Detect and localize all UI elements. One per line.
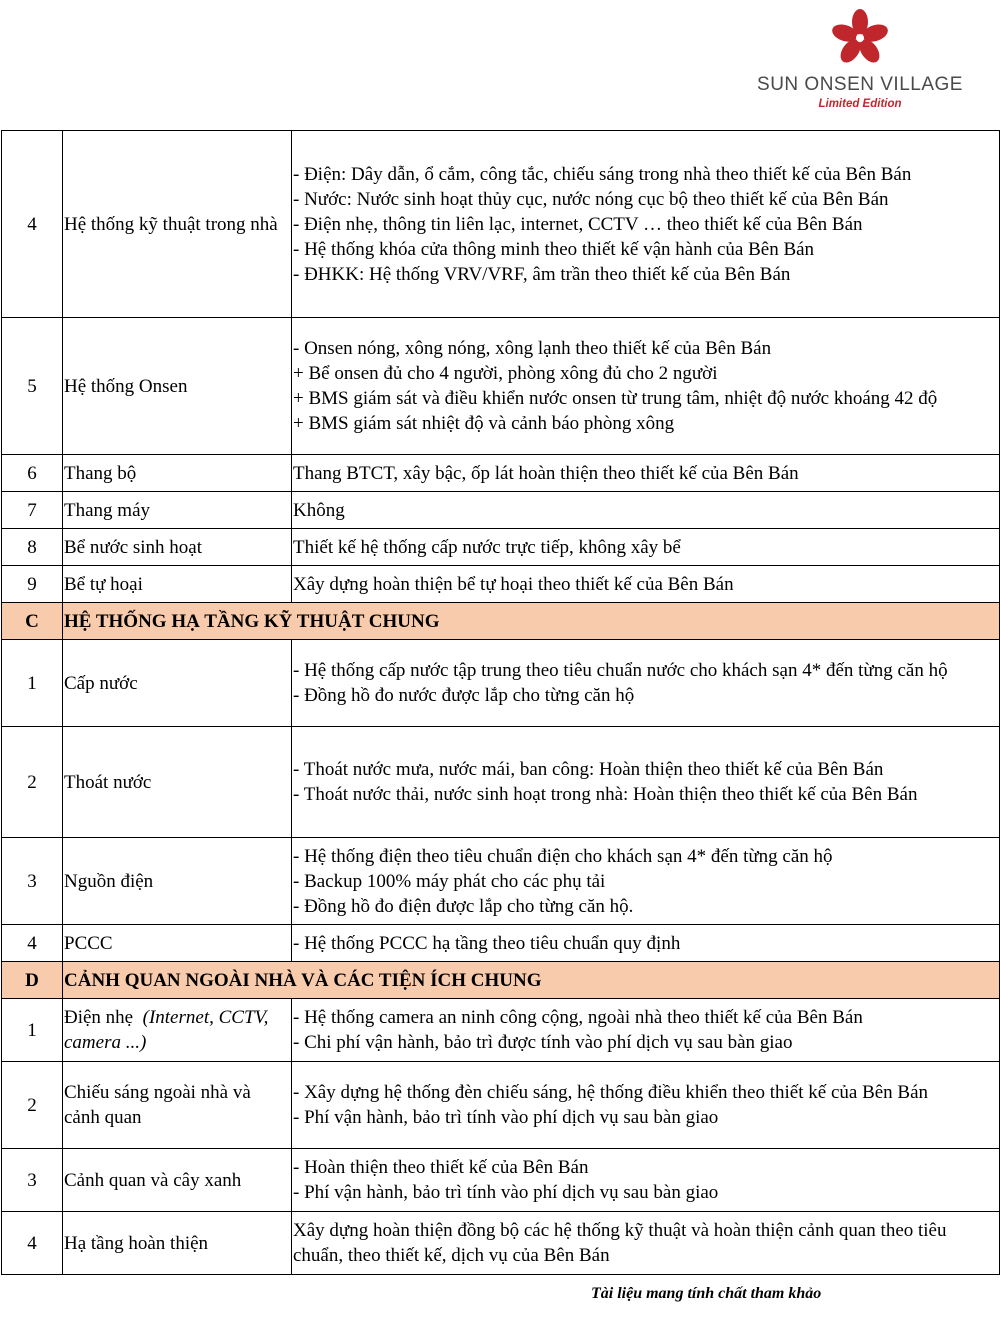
brand-name: SUN ONSEN VILLAGE (757, 74, 963, 95)
table-row (2, 455, 1000, 492)
row-number: 6 (2, 455, 63, 492)
section-header-d (2, 962, 1000, 999)
flower-icon (828, 8, 892, 68)
row-description: Xây dựng hoàn thiện đồng bộ các hệ thống kỹ thuật và hoàn thiện cảnh quan theo tiêu chuẩn, theo thiết kế, dịch vụ của Bên Bán (292, 1212, 1000, 1275)
section-letter: C (2, 603, 63, 640)
row-number: 8 (2, 529, 63, 566)
desc-line: - Nước: Nước sinh hoạt thủy cục, nước nóng cục bộ theo thiết kế của Bên Bán (293, 188, 889, 210)
row-item: Thang máy (63, 492, 292, 529)
row-number: 5 (2, 318, 63, 455)
desc-line: - Hệ thống camera an ninh công cộng, ngoài nhà theo thiết kế của Bên Bán (293, 1007, 863, 1028)
row-description (292, 838, 1000, 925)
item-label: Điện nhẹ (64, 1007, 134, 1028)
row-item (63, 999, 292, 1062)
desc-line: - Phí vận hành, bảo trì tính vào phí dịch vụ sau bàn giao (293, 1182, 719, 1203)
row-number: 4 (2, 131, 63, 318)
row-item: Thoát nước (63, 727, 292, 838)
desc-line: - Đồng hồ đo nước được lắp cho từng căn hộ (293, 685, 635, 706)
row-description: Không (292, 492, 1000, 529)
row-description (292, 1149, 1000, 1212)
row-number: 9 (2, 566, 63, 603)
row-description (292, 727, 1000, 838)
desc-line: - Backup 100% máy phát cho các phụ tải (293, 870, 606, 892)
reference-note: Tài liệu mang tính chất tham khảo (591, 1285, 822, 1302)
desc-line: - Hệ thống điện theo tiêu chuẩn điện cho khách sạn 4* đến từng căn hộ (293, 845, 833, 867)
table-row (2, 640, 1000, 727)
section-title: HỆ THỐNG HẠ TẦNG KỸ THUẬT CHUNG (63, 603, 1000, 640)
table-row (2, 318, 1000, 455)
row-number: 1 (2, 640, 63, 727)
table-row (2, 131, 1000, 318)
row-item: Hệ thống Onsen (63, 318, 292, 455)
desc-line: - Điện nhẹ, thông tin liên lạc, internet, CCTV … theo thiết kế của Bên Bán (293, 213, 863, 235)
table-row (2, 999, 1000, 1062)
brand-logo (745, 8, 975, 108)
row-item: Bể tự hoại (63, 566, 292, 603)
row-number: 1 (2, 999, 63, 1062)
row-number: 4 (2, 925, 63, 962)
section-header-c (2, 603, 1000, 640)
row-item: Hạ tầng hoàn thiện (63, 1212, 292, 1275)
table-row (2, 727, 1000, 838)
desc-line: + BMS giám sát và điều khiển nước onsen từ trung tâm, nhiệt độ nước khoáng 42 độ (293, 388, 938, 409)
row-description: - Hệ thống PCCC hạ tầng theo tiêu chuẩn quy định (292, 925, 1000, 962)
row-number: 4 (2, 1212, 63, 1275)
row-description (292, 1062, 1000, 1149)
table-row (2, 838, 1000, 925)
section-title: CẢNH QUAN NGOÀI NHÀ VÀ CÁC TIỆN ÍCH CHUNG (63, 962, 1000, 999)
specification-table (1, 130, 1000, 1275)
row-item: Hệ thống kỹ thuật trong nhà (63, 131, 292, 318)
table-row (2, 1149, 1000, 1212)
table-row (2, 529, 1000, 566)
row-description: Thang BTCT, xây bậc, ốp lát hoàn thiện theo thiết kế của Bên Bán (292, 455, 1000, 492)
desc-line: - Hoàn thiện theo thiết kế của Bên Bán (293, 1157, 589, 1178)
desc-line: - ĐHKK: Hệ thống VRV/VRF, âm trần theo thiết kế của Bên Bán (293, 263, 791, 285)
brand-edition: Limited Edition (818, 98, 902, 110)
row-number: 2 (2, 1062, 63, 1149)
desc-line: - Chi phí vận hành, bảo trì được tính vào phí dịch vụ sau bàn giao (293, 1032, 793, 1053)
desc-line: - Onsen nóng, xông nóng, xông lạnh theo thiết kế của Bên Bán (293, 338, 772, 359)
desc-line: - Điện: Dây dẫn, ổ cắm, công tắc, chiếu sáng trong nhà theo thiết kế của Bên Bán (293, 163, 912, 185)
row-description: Xây dựng hoàn thiện bể tự hoại theo thiết kế của Bên Bán (292, 566, 1000, 603)
row-item: Cảnh quan và cây xanh (63, 1149, 292, 1212)
table-row (2, 925, 1000, 962)
desc-line: - Hệ thống cấp nước tập trung theo tiêu chuẩn nước cho khách sạn 4* đến từng căn hộ (293, 660, 948, 681)
table-row (2, 566, 1000, 603)
desc-line: - Thoát nước thải, nước sinh hoạt trong nhà: Hoàn thiện theo thiết kế của Bên Bán (293, 784, 918, 805)
row-number: 3 (2, 1149, 63, 1212)
row-number: 2 (2, 727, 63, 838)
desc-line: + BMS giám sát nhiệt độ và cảnh báo phòng xông (293, 413, 675, 434)
row-description (292, 318, 1000, 455)
row-item: PCCC (63, 925, 292, 962)
section-letter: D (2, 962, 63, 999)
table-row (2, 1062, 1000, 1149)
row-number: 7 (2, 492, 63, 529)
row-description (292, 640, 1000, 727)
row-item: Bể nước sinh hoạt (63, 529, 292, 566)
row-item: Nguồn điện (63, 838, 292, 925)
row-item: Chiếu sáng ngoài nhà và cảnh quan (63, 1062, 292, 1149)
row-item: Cấp nước (63, 640, 292, 727)
table-row (2, 492, 1000, 529)
desc-line: - Đồng hồ đo điện được lắp cho từng căn hộ. (293, 895, 634, 917)
desc-line: - Phí vận hành, bảo trì tính vào phí dịch vụ sau bàn giao (293, 1107, 719, 1128)
desc-line: - Hệ thống khóa cửa thông minh theo thiết kế vận hành của Bên Bán (293, 238, 815, 260)
row-description (292, 131, 1000, 318)
desc-line: + Bể onsen đủ cho 4 người, phòng xông đủ cho 2 người (293, 363, 718, 384)
desc-line: - Thoát nước mưa, nước mái, ban công: Hoàn thiện theo thiết kế của Bên Bán (293, 759, 884, 780)
desc-line: - Xây dựng hệ thống đèn chiếu sáng, hệ thống điều khiển theo thiết kế của Bên Bán (293, 1082, 929, 1103)
table-row (2, 1212, 1000, 1275)
row-description: Thiết kế hệ thống cấp nước trực tiếp, không xây bể (292, 529, 1000, 566)
row-item: Thang bộ (63, 455, 292, 492)
row-description (292, 999, 1000, 1062)
row-number: 3 (2, 838, 63, 925)
item-note: (Internet, CCTV, camera ...) (64, 1007, 269, 1053)
